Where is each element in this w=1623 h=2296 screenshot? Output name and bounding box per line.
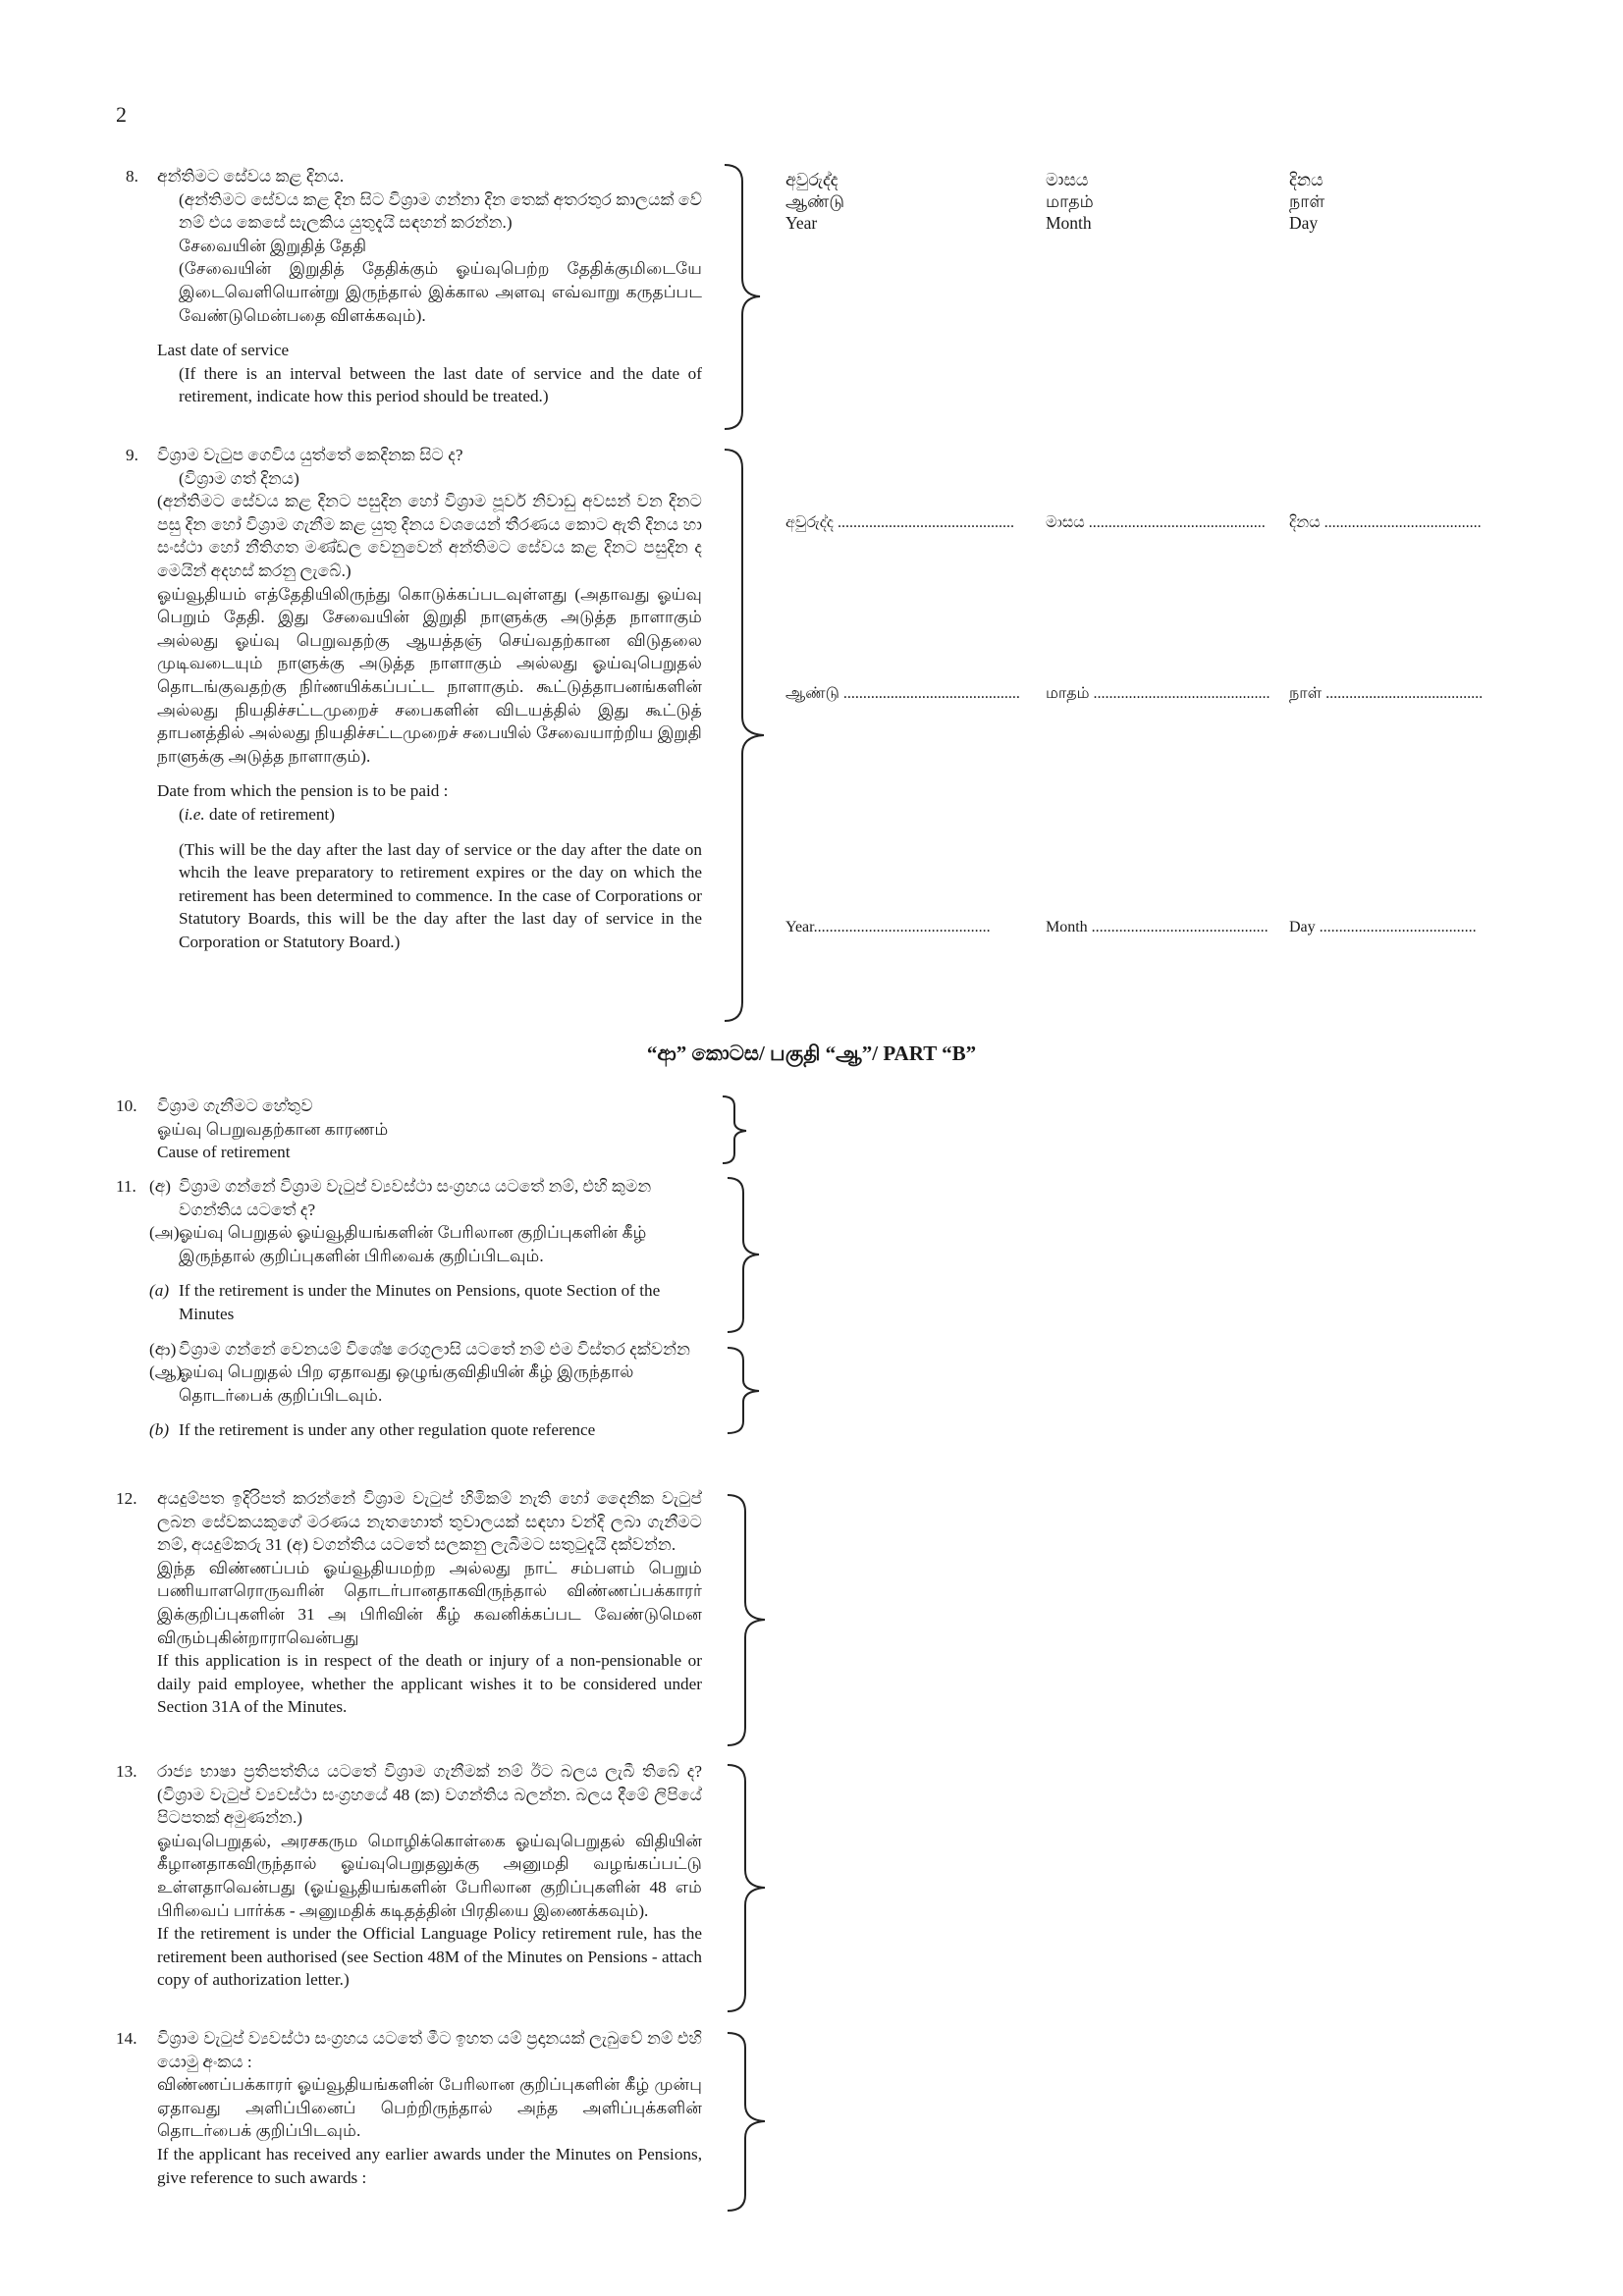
q8-day-ta: நாள் bbox=[1289, 191, 1325, 211]
question-8 bbox=[126, 165, 702, 408]
q14-tamil: விண்ணப்பக்காரர் ஓய்வூதியங்களின் பேரிலான குறிப்புகளின் கீழ் முன்பு ஏதாவது அளிப்பினைப் பெற்றிருந்தால் அந்த அளிப்புக்களின் தொடர்பைக் குறிப்பிடவும். bbox=[157, 2075, 702, 2141]
question-number: 13. bbox=[116, 1762, 137, 1781]
q8-sinhala-title: අන්තිමට සේවය කළ දිනය. bbox=[157, 167, 345, 186]
q13-sinhala: රාජ්‍ය භාෂා ප්‍රතිපත්තිය යටතේ විශ්‍රාම ගැනීමක් නම් ඊට බලය ලැබී තිබේ ද? (විශ්‍රාම වැටුප් ව්‍යවස්ථා සංග්‍රහයේ 48 (ක) වගන්තිය බලන්න. බලය දීමේ ලිපියේ පිටපතක් අමුණන්න.) bbox=[157, 1762, 702, 1828]
question-14 bbox=[116, 2027, 702, 2189]
q14-english: If the applicant has received any earlier awards under the Minutes on Pensions, give reference to such awards : bbox=[157, 2144, 702, 2187]
q11-b-english: (b) If the retirement is under any other regulation quote reference bbox=[149, 1420, 596, 1440]
q11-b-tamil: (ஆ) ஓய்வு பெறுதல் பிற ஏதாவது ஒழுங்குவிதியின் கீழ் இருந்தால் தொடர்பைக் குறிப்பிடவும். bbox=[149, 1362, 634, 1405]
q8-sinhala-note: (අන්තිමට සේවය කළ දින සිට විශ්‍රාම ගන්නා දින තෙක් අතරතුර කාලයක් වේ නම් එය කෙසේ සැලකිය යුතුදැයි සඳහන් කරන්න.) bbox=[179, 189, 702, 233]
q14-sinhala: විශ්‍රාම වැටුප් ව්‍යවස්ථා සංග්‍රහය යටතේ මීට ඉහත යම් ප්‍රදානයක් ලැබුවේ නම් එහි යොමු අංකය : bbox=[157, 2029, 702, 2071]
q9-si-day-field[interactable]: දිනය ........................................ bbox=[1289, 514, 1482, 531]
q11-a-tamil: (அ) ஓய்வு பெறுதல் ஓய்வூதியங்களின் பேரிலான குறிப்புகளின் கீழ் இருந்தால் குறிப்புகளின் பிரிவைக் குறிப்பிடவும். bbox=[149, 1223, 647, 1265]
question-11 bbox=[116, 1175, 702, 1442]
q9-tamil-note: ஓய்வூதியம் எத்தேதியிலிருந்து கொடுக்கப்படவுள்ளது (அதாவது ஓய்வு பெறும் தேதி. இது சேவையின் இறுதி நாளுக்கு அடுத்த நாளாகும் அல்லது ஓய்வு பெறுவதற்கு ஆயத்தஞ் செய்வதற்கான விடுதலை முடிவடையும் நாளுக்கு அடுத்த நாளாகும் அல்லது ஓய்வுபெறுதல் தொடங்குவதற்கு நிர்ணயிக்கப்பட்ட நாளாகும். கூட்டுத்தாபனங்களின் அல்லது நியதிச்சட்டமுறைச் சபைகளின் விடயத்தில் இது கூட்டுத் தாபனத்தில் அல்லது நியதிச்சட்டமுறைச் சபையில் சேவையாற்றிய இறுதி நாளுக்கு அடுத்த நாளாகும்). bbox=[157, 584, 702, 766]
q9-english-title: Date from which the pension is to be paid : bbox=[157, 781, 449, 801]
q11-b-sinhala: (ආ) විශ්‍රාම ගන්නේ වෙනයම් විශේෂ රෙගුලාසි යටතේ නම් එම විස්තර දක්වන්න bbox=[149, 1339, 691, 1359]
q9-si-month-field[interactable]: මාසය ............................................. bbox=[1046, 514, 1266, 531]
q9-sinhala-title: විශ්‍රාම වැටුප ගෙවිය යුත්තේ කෙදිනක සිට ද? bbox=[157, 446, 463, 464]
q8-english-title: Last date of service bbox=[157, 341, 290, 360]
q12-sinhala: අයදුම්පත ඉදිරිපත් කරන්නේ විශ්‍රාම වැටුප් හිමිකම් නැති හෝ දෛනික වැටුප් ලබන සේවකයකුගේ මරණය නැතහොත් තුවාලයක් සඳහා වන්දි ලබා ගැනීමට නම්, අයදුම්කරු 31 (අ) වගන්තිය යටතේ සලකනු ලැබීමට සතුටුදැයි දක්වන්න. bbox=[157, 1489, 702, 1555]
q8-brace bbox=[717, 162, 766, 432]
q14-brace bbox=[722, 2030, 771, 2216]
q9-sinhala-sub: (විශ්‍රාම ගත් දිනය) bbox=[179, 468, 299, 488]
q8-day-column bbox=[1289, 169, 1325, 234]
q12-tamil: இந்த விண்ணப்பம் ஓய்வூதியமற்ற அல்லது நாட் சம்பளம் பெறும் பணியாளரொருவரின் தொடர்பானதாகவிருந்தால் விண்ணப்பக்காரர் இக்குறிப்புகளின் 31 அ பிரிவின் கீழ் கவனிக்கப்பட வேண்டுமென விரும்புகின்றாராவென்பது bbox=[157, 1558, 702, 1647]
q9-english-sub: (i.e. date of retirement) bbox=[179, 804, 335, 824]
question-10 bbox=[116, 1095, 702, 1164]
q9-si-year-field[interactable]: අවුරුද්ද ............................................. bbox=[785, 514, 1014, 531]
question-9 bbox=[126, 444, 702, 953]
q8-month-si: මාසය bbox=[1046, 170, 1089, 189]
q12-brace bbox=[722, 1492, 771, 1752]
q12-english: If this application is in respect of the death or injury of a non-pensionable or daily paid employee, whether the applicant wishes it to be considered under Section 31A of the Minutes. bbox=[157, 1651, 702, 1717]
q8-year-column bbox=[785, 169, 844, 234]
q13-brace bbox=[722, 1762, 771, 2017]
q10-tamil: ஓய்வு பெறுவதற்கான காரணம் bbox=[157, 1119, 389, 1139]
page-number: 2 bbox=[116, 102, 127, 127]
q13-tamil: ஓய்வுபெறுதல், அரசகரும மொழிக்கொள்கை ஓய்வுபெறுதல் விதியின் கீழானதாகவிருந்தால் ஓய்வுபெறுதலுக்கு அனுமதி வழங்கப்பட்டு உள்ளதாவென்பது (ஓய்வூதியங்களின் பேரிலான குறிப்புகளின் 48 எம் பிரிவைப் பார்க்க - அனுமதிக் கடிதத்தின் பிரதியை இணைக்கவும்). bbox=[157, 1831, 702, 1920]
q8-english-note: (If there is an interval between the last date of service and the date of retirement, indicate how this period should be treated.) bbox=[179, 363, 702, 406]
q10-english: Cause of retirement bbox=[157, 1143, 291, 1162]
part-b-heading: “ආ” කොටස/ பகுதி “ஆ”/ PART “B” bbox=[646, 1041, 977, 1065]
q8-day-en: Day bbox=[1289, 213, 1319, 233]
q8-year-en: Year bbox=[785, 213, 818, 233]
q11-a-brace bbox=[722, 1175, 766, 1337]
q9-english-note: (This will be the day after the last day of service or the day after the date on whcih the leave preparatory to retirement expires or the day on which the retirement has been determined to commence. In the case of Corporations or Statutory Boards, this will be the day after the last day of service in the Corporation or Statutory Board.) bbox=[179, 839, 702, 951]
q8-tamil-note: (சேவையின் இறுதித் தேதிக்கும் ஓய்வுபெற்ற தேதிக்குமிடையே இடைவெளியொன்று இருந்தால் இக்கால அளவு எவ்வாறு கருதப்பட வேண்டுமென்பதை விளக்கவும்). bbox=[179, 259, 702, 325]
q9-ta-month-field[interactable]: மாதம் ............................................. bbox=[1046, 685, 1271, 702]
q13-english: If the retirement is under the Official Language Policy retirement rule, has the retirement been authorised (see Section 48M of the Minutes on Pensions - attach copy of authorization letter.) bbox=[157, 1924, 702, 1990]
question-number: 10. bbox=[116, 1096, 137, 1115]
q10-brace bbox=[717, 1095, 756, 1165]
q9-sinhala-note: (අන්තිමට සේවය කළ දිනට පසුදින හෝ විශ්‍රාම පූර්ව නිවාඩු අවසන් වන දිනට පසු දින හෝ විශ්‍රාම ගැනීම කළ යුතු දිනය වශයෙන් තීරණය කොට ඇති දිනය හා සංස්ථා හෝ නීතිගත මණ්ඩල වෙනුවෙන් අන්තිමට සේවය කළ දිනට පසුදින ද මෙයින් අදහස් කරනු ලැබේ.) bbox=[157, 492, 702, 580]
q9-brace bbox=[717, 447, 766, 1026]
q8-year-ta: ஆண்டு bbox=[785, 191, 845, 211]
question-number: 9. bbox=[126, 446, 138, 464]
question-number: 14. bbox=[116, 2029, 137, 2048]
q9-ta-year-field[interactable]: ஆண்டு ............................................. bbox=[785, 685, 1020, 702]
q8-month-column bbox=[1046, 169, 1094, 234]
question-number: 11. bbox=[116, 1177, 136, 1196]
q8-month-en: Month bbox=[1046, 213, 1092, 233]
question-number: 12. bbox=[116, 1489, 137, 1508]
q11-a-sinhala: (අ) විශ්‍රාම ගන්නේ විශ්‍රාම වැටුප් ව්‍යවස්ථා සංග්‍රහය යටතේ නම්, එහි කුමන වගන්තිය යටතේ ද? bbox=[149, 1177, 652, 1219]
question-12 bbox=[116, 1487, 702, 1719]
q8-year-si: අවුරුද්ද bbox=[785, 170, 839, 189]
q9-ta-day-field[interactable]: நாள் ........................................ bbox=[1289, 685, 1484, 702]
question-number: 8. bbox=[126, 167, 138, 186]
q9-en-year-field[interactable]: Year............................................. bbox=[785, 919, 991, 935]
q11-a-english: (a) If the retirement is under the Minutes on Pensions, quote Section of the Minutes bbox=[149, 1281, 661, 1323]
q8-tamil-title: சேவையின் இறுதித் தேதி bbox=[179, 236, 367, 255]
q8-day-si: දිනය bbox=[1289, 170, 1324, 189]
q9-en-month-field[interactable]: Month ............................................. bbox=[1046, 919, 1269, 935]
q9-en-day-field[interactable]: Day ........................................ bbox=[1289, 919, 1477, 935]
q10-sinhala: විශ්‍රාම ගැනීමට හේතුව bbox=[157, 1096, 313, 1115]
q8-month-ta: மாதம் bbox=[1046, 191, 1094, 211]
question-13 bbox=[116, 1760, 702, 1992]
q11-b-brace bbox=[722, 1345, 766, 1438]
